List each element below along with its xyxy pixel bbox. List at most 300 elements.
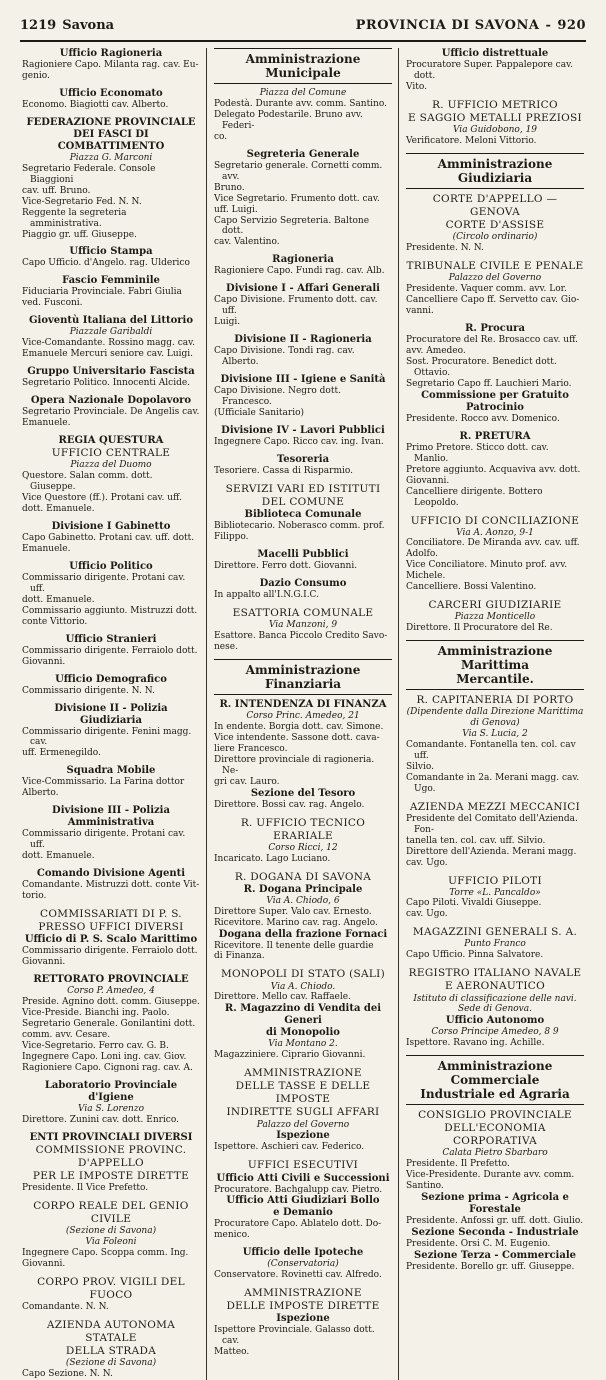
heading: Divisione IV - Lavori Pubblici xyxy=(221,425,385,437)
heading: Ufficio Politico xyxy=(69,560,153,572)
entry: Comandante. Fontanella ten. col. cav uff. xyxy=(406,739,576,761)
section-dazio xyxy=(214,578,392,601)
subheading: Sezione Seconda - Industriale xyxy=(411,1226,579,1238)
heading: AMMINISTRAZIONE xyxy=(244,1287,362,1300)
entry: Economo. Biagiotti cav. Alberto. xyxy=(22,99,169,110)
entry: Vice Conciliatore. Minuto prof. avv. xyxy=(406,560,568,571)
entry: Bibliotecario. Noberasco comm. prof. xyxy=(214,521,385,532)
entry: Ingegnere Capo. Loni ing. cav. Giov. xyxy=(22,1052,187,1063)
entry: Verificatore. Meloni Vittorio. xyxy=(406,135,537,146)
section-azienda-mezzi xyxy=(406,801,584,869)
entry: Matteo. xyxy=(214,1347,250,1358)
heading: R. UFFICIO TECNICO ERARIALE xyxy=(240,816,366,842)
subheading: (Sezione di Savona) xyxy=(65,1358,157,1369)
subheading: Palazzo del Governo xyxy=(448,273,542,284)
entry: Segretario Capo ff. Lauchieri Mario. xyxy=(406,378,572,389)
heading: Divisione II - Polizia Giudiziaria xyxy=(54,702,168,726)
section-guf xyxy=(22,366,200,389)
heading: RETTORATO PROVINCIALE xyxy=(33,974,189,986)
heading: Gioventù Italiana del Littorio xyxy=(28,315,194,327)
heading: Divisione III - Polizia Amministrativa xyxy=(52,805,170,829)
section-segreteria xyxy=(214,149,392,249)
heading: Comando Divisione Agenti xyxy=(36,868,186,880)
heading: ENTI PROVINCIALI DIVERSI xyxy=(29,1131,193,1143)
section-title-line: Amministrazione Marittima xyxy=(437,644,553,673)
entry: Ispettore Provinciale. Galasso dott. cav. xyxy=(214,1325,375,1347)
section-divisione-iv xyxy=(214,425,392,448)
heading: Ufficio Ragioneria xyxy=(59,48,163,59)
section-divisione-2 xyxy=(22,703,200,760)
entry: Luigi. xyxy=(214,317,241,328)
entry: Direttore. Ferro dott. Giovanni. xyxy=(214,561,358,572)
entry: Emanuele. xyxy=(22,418,71,429)
entry: liere Francesco. xyxy=(214,743,288,754)
section-servizi xyxy=(214,483,392,543)
heading: CORPO REALE DEL GENIO CIVILE xyxy=(33,1200,189,1226)
entry: Questore. Salan comm. dott. Giuseppe. xyxy=(22,470,153,492)
entry: Vice-Presidente. Durante avv. comm. xyxy=(406,1170,575,1180)
entry: Tesoriere. Cassa di Risparmio. xyxy=(214,466,353,477)
entry: Piaggio gr. uff. Giuseppe. xyxy=(22,229,137,240)
entry: Reggente la segreteria amministrativa. xyxy=(22,207,127,229)
entry: cav. Valentino. xyxy=(214,237,280,248)
section-ragioneria-comunale xyxy=(214,254,392,277)
heading: Segreteria Generale xyxy=(246,148,360,160)
entry: Commissario dirigente. Ferraiolo dott. xyxy=(22,946,198,957)
section-dopolavoro xyxy=(22,395,200,429)
section-municipale xyxy=(214,48,392,143)
running-head-right xyxy=(356,18,586,33)
entry: Filippo. xyxy=(214,532,249,543)
section-metrico xyxy=(406,99,584,147)
page-number: 1219 xyxy=(20,18,57,33)
entry: Vice-Segretario Fed. N. N. xyxy=(22,196,142,207)
entry: Direttore. Mello cav. Raffaele. xyxy=(214,992,351,1003)
subheading: di Monopolio xyxy=(266,1027,340,1039)
entry: uff. Ermenegildo. xyxy=(22,748,101,759)
section-procura xyxy=(406,323,584,425)
heading: SERVIZI VARI ED ISTITUTI xyxy=(225,483,381,496)
section-divisione-iii xyxy=(214,374,392,419)
section-politico xyxy=(22,561,200,628)
entry: torio. xyxy=(22,891,47,902)
entry: Adolfo. xyxy=(406,549,439,560)
entry: Capo Servizio Segreteria. Baltone dott. xyxy=(214,215,370,237)
heading: Divisione III - Igiene e Sanità xyxy=(220,374,386,386)
subheading: Calata Pietro Sbarbaro xyxy=(442,1148,548,1159)
section-vigili xyxy=(22,1276,200,1313)
section-title-line: Industriale ed Agraria xyxy=(420,1086,570,1101)
section-tribunale xyxy=(406,260,584,317)
section-finanziaria xyxy=(214,659,392,811)
subheading: Istituto di classificazione delle navi. xyxy=(413,993,577,1004)
section-erariale xyxy=(214,817,392,865)
entry: uff. Luigi. xyxy=(214,204,258,215)
subheading: Via Montano 2. xyxy=(268,1039,338,1050)
entry: Comandante. N. N. xyxy=(22,1302,109,1313)
section-rettorato xyxy=(22,974,200,1074)
subheading: Via Guidobono, 19 xyxy=(452,125,538,136)
header-right-page: 920 xyxy=(557,18,586,33)
heading: AZIENDA AUTONOMA STATALE xyxy=(46,1319,176,1345)
heading: Divisione I Gabinetto xyxy=(51,520,171,532)
entry: cav. uff. Bruno. xyxy=(22,185,91,196)
heading: FEDERAZIONE PROVINCIALE xyxy=(26,116,196,128)
entry: Presidente. Vaquer comm. avv. Lor. xyxy=(406,283,567,294)
section-piloti xyxy=(406,875,584,921)
entry: Presidente. Orsi C. M. Eugenio. xyxy=(406,1238,551,1249)
entry: Capo Divisione. Negro dott. Francesco. xyxy=(214,386,341,408)
section-title-line: Mercantile. xyxy=(456,672,534,687)
entry: Ricevitore. Il tenente delle guardie xyxy=(214,940,374,951)
columns xyxy=(20,48,586,1380)
section-registro-navale xyxy=(406,967,584,1049)
subheading: Palazzo del Governo xyxy=(256,1119,350,1130)
entry: Fiduciaria Provinciale. Fabri Giulia xyxy=(22,287,182,298)
heading: DEI FASCI DI COMBATTIMENTO xyxy=(57,128,165,152)
section-marittima xyxy=(406,640,584,794)
entry: Vice-Commissario. La Farina dottor xyxy=(22,777,185,788)
entry: dott. Emanuele. xyxy=(22,594,95,605)
subheading: Piazzale Garibaldi xyxy=(69,327,153,338)
subheading: UFFICIO CENTRALE xyxy=(51,447,171,460)
entry: Commissario dirigente. N. N. xyxy=(22,685,155,696)
entry: In endente. Borgia dott. cav. Simone. xyxy=(214,721,384,732)
subheading: Piazza del Duomo xyxy=(70,460,152,471)
subheading: Sezione prima - Agricola e Forestale xyxy=(421,1191,569,1215)
subheading: Torre «L. Pancaldo» xyxy=(449,887,541,898)
entry: Esattore. Banca Piccolo Credito Savo- xyxy=(214,631,388,642)
entry: (Ufficiale Sanitario) xyxy=(214,408,305,419)
entry: Commissario dirigente. Fenini magg. cav. xyxy=(22,726,192,748)
heading: UFFICIO DI CONCILIAZIONE xyxy=(410,514,580,527)
subheading: Biblioteca Comunale xyxy=(244,509,362,521)
heading: Ragioneria xyxy=(272,254,334,266)
subheading: Sezione Terza - Commerciale xyxy=(414,1249,576,1261)
heading: Ufficio Stranieri xyxy=(65,633,157,645)
entry: Capo Piloti. Vivaldi Giuseppe. xyxy=(406,898,542,909)
entry: Giovanni. xyxy=(22,957,66,968)
section-commissariati xyxy=(22,908,200,968)
subheading: Ufficio Atti Giudiziari Bollo xyxy=(226,1195,380,1207)
subheading: COMMISSIONE PROVINC. D'APPELLO xyxy=(35,1143,187,1169)
heading: R. CAPITANERIA DI PORTO xyxy=(416,694,574,707)
entry: cav. Ugo. xyxy=(406,909,448,920)
entry: Incaricato. Lago Luciano. xyxy=(214,853,331,864)
heading: Ufficio Economato xyxy=(59,87,163,99)
entry: Commissario dirigente. Protani cav. uff. xyxy=(22,572,186,594)
entry: Direttore. Zunini cav. dott. Enrico. xyxy=(22,1114,179,1125)
subheading: Corso Principe Amedeo, 8 9 xyxy=(431,1027,559,1038)
subheading: Dogana della frazione Fornaci xyxy=(218,928,388,940)
heading: CORTE D'APPELLO — GENOVA xyxy=(432,192,558,219)
section-strade xyxy=(22,1319,200,1380)
entry: Cancelliere dirigente. Bottero Leopoldo. xyxy=(406,486,543,508)
heading: UFFICI ESECUTIVI xyxy=(247,1159,359,1172)
section-imposte-dirette xyxy=(214,1287,392,1358)
column-2 xyxy=(212,48,394,1380)
entry: Direttore dell'Azienda. Merani magg. xyxy=(406,846,577,857)
entry: Ragioniere Capo. Milanta rag. cav. Eu- xyxy=(22,60,199,70)
subheading: Via Manzoni, 9 xyxy=(268,620,338,631)
subheading: Piazza Monticello xyxy=(454,612,536,623)
column-1 xyxy=(20,48,202,1380)
entry: Bruno. xyxy=(214,182,245,193)
subheading: Corso Ricci, 12 xyxy=(268,842,338,853)
section-title: Amministrazione Giudiziaria xyxy=(406,153,584,189)
section-title xyxy=(406,1055,584,1105)
section-magazzini xyxy=(406,926,584,961)
section-carceri xyxy=(406,599,584,634)
entry: Delegato Podestarile. Bruno avv. Federi- xyxy=(214,109,363,131)
heading: ESATTORIA COMUNALE xyxy=(232,607,374,620)
entry: Pretore aggiunto. Acquaviva avv. dott. xyxy=(406,464,581,475)
heading: REGISTRO ITALIANO NAVALE xyxy=(408,967,582,980)
heading: PRESSO UFFICI DIVERSI xyxy=(38,921,184,934)
entry: genio. xyxy=(22,70,50,81)
entry: Segretario Federale. Console Biaggioni xyxy=(22,163,156,185)
header-right-title: PROVINCIA DI SAVONA xyxy=(355,18,540,33)
subheading: R. Magazzino di Vendita dei Generi xyxy=(224,1003,382,1027)
entry: tanella ten. col. cav. uff. Silvio. xyxy=(406,835,546,846)
section-stranieri xyxy=(22,634,200,668)
section-dogana xyxy=(214,871,392,963)
entry: Magazziniere. Ciprario Giovanni. xyxy=(214,1050,366,1061)
section-ipoteche xyxy=(214,1247,392,1281)
entry: Vice Segretario. Frumento dott. cav. xyxy=(214,193,380,204)
section-divisione-3 xyxy=(22,805,200,862)
entry: Emanuele Mercuri seniore cav. Luigi. xyxy=(22,349,193,360)
subheading: Ufficio Autonomo xyxy=(445,1015,545,1027)
running-head xyxy=(20,18,586,40)
heading: AZIENDA MEZZI MECCANICI xyxy=(409,800,581,813)
subheading: Ufficio di P. S. Scalo Marittimo xyxy=(24,934,198,946)
subheading: Piazza del Comune xyxy=(259,88,347,98)
entry: Segretario Generale. Gonilantini dott. xyxy=(22,1019,196,1030)
entry: Capo Divisione. Tondi rag. cav. Alberto. xyxy=(214,346,355,368)
header-left-title: Savona xyxy=(62,18,115,33)
section-title: Amministrazione Municipale xyxy=(214,48,392,84)
entry: Giovanni. xyxy=(22,1258,66,1269)
entry: Ragioniere Capo. Fundi rag. cav. Alb. xyxy=(214,266,385,277)
entry: Vice-Segretario. Ferro cav. G. B. xyxy=(22,1041,169,1052)
entry: menico. xyxy=(214,1230,250,1241)
entry: cav. Ugo. xyxy=(406,857,448,868)
entry: Presidente. Rocco avv. Domenico. xyxy=(406,413,560,424)
heading: DELLE IMPOSTE DIRETTE xyxy=(226,1300,380,1313)
entry: Direttore. Il Procuratore del Re. xyxy=(406,623,553,634)
heading: E SAGGIO METALLI PREZIOSI xyxy=(407,112,583,125)
entry: Capo Ufficio. Pinna Salvatore. xyxy=(406,950,544,961)
heading: Macelli Pubblici xyxy=(257,549,349,561)
heading: COMMISSARIATI DI P. S. xyxy=(40,908,182,921)
section-squadra-mobile xyxy=(22,765,200,799)
entry: Preside. Agnino dott. comm. Giuseppe. xyxy=(22,997,200,1008)
entry: Alberto. xyxy=(22,788,59,799)
entry: nese. xyxy=(214,642,238,653)
heading: Opera Nazionale Dopolavoro xyxy=(30,395,192,407)
entry: Vice Questore (ff.). Protani cav. uff. xyxy=(22,492,182,503)
entry: Vice-Preside. Bianchi ing. Paolo. xyxy=(22,1008,170,1019)
heading: REGIA QUESTURA xyxy=(58,435,164,447)
subheading: (Dipendente dalla Direzione Marittima xyxy=(406,707,584,718)
heading: R. UFFICIO METRICO xyxy=(432,98,558,111)
section-tasse xyxy=(214,1067,392,1153)
entry: Comandante in 2a. Merani magg. cav. Ugo. xyxy=(406,772,580,794)
entry: co. xyxy=(214,131,228,142)
entry: Ingegnere Capo. Scoppa comm. Ing. xyxy=(22,1247,189,1258)
entry: Capo Gabinetto. Protani cav. uff. dott. xyxy=(22,532,195,543)
section-esecutivi xyxy=(214,1159,392,1241)
entry: Commissario aggiunto. Mistruzzi dott. xyxy=(22,605,198,616)
entry: vanni. xyxy=(406,305,434,316)
entry: Sost. Procuratore. Benedict dott. Ottavio. xyxy=(406,356,557,378)
entry: Segretario Politico. Innocenti Alcide. xyxy=(22,378,191,389)
column-3 xyxy=(404,48,586,1380)
section-divisione-1 xyxy=(22,521,200,555)
heading: Ufficio delle Ipoteche xyxy=(242,1247,364,1259)
entry: Presidente. Il Prefetto. xyxy=(406,1159,510,1170)
subheading: Punto Franco xyxy=(464,939,526,950)
heading: Dazio Consumo xyxy=(259,578,347,590)
heading: R. DOGANA DI SAVONA xyxy=(234,870,372,883)
subheading: (Circolo ordinario) xyxy=(452,232,538,243)
section-economato xyxy=(22,88,200,111)
subheading: Ispezione xyxy=(276,1130,330,1142)
heading: CONSIGLIO PROVINCIALE xyxy=(418,1108,572,1121)
entry: Segretario Provinciale. De Angelis cav. xyxy=(22,407,200,418)
entry: Vice-Comandante. Rossino magg. cav. xyxy=(22,338,196,349)
entry: Podestà. Durante avv. comm. Santino. xyxy=(214,98,387,109)
header-separator: - xyxy=(545,18,552,33)
subheading: Via S. Lorenzo xyxy=(78,1103,144,1114)
entry: In appalto all'I.N.G.I.C. xyxy=(214,590,319,601)
section-fascio-femminile xyxy=(22,275,200,309)
entry: Comandante. Mistruzzi dott. conte Vit- xyxy=(22,880,200,891)
entry: gri cav. Lauro. xyxy=(214,776,280,787)
entry: Procuratore del Re. Brosacco cav. uff. xyxy=(406,334,579,345)
subheading: Corso P. Amedeo, 4 xyxy=(67,986,155,997)
entry: Conciliatore. De Miranda avv. cav. uff. xyxy=(406,538,580,549)
section-divisione-ii xyxy=(214,334,392,368)
section-comando xyxy=(22,868,200,902)
entry: Ingegnere Capo. Ricco cav. ing. Ivan. xyxy=(214,437,384,448)
entry: di Finanza. xyxy=(214,951,265,962)
entry: Commissario dirigente. Ferraiolo dott. xyxy=(22,645,198,656)
heading: Squadra Mobile xyxy=(66,765,156,777)
entry: Procuratore Capo. Ablatelo dott. Do- xyxy=(214,1219,382,1230)
heading: MAGAZZINI GENERALI S. A. xyxy=(412,926,578,939)
subheading: PER LE IMPOSTE DIRETTE xyxy=(32,1169,190,1182)
entry: Ricevitore. Marino cav. rag. Angelo. xyxy=(214,917,378,928)
section-monopoli xyxy=(214,968,392,1061)
heading: DELL'ECONOMIA CORPORATIVA xyxy=(444,1121,546,1148)
heading: INDIRETTE SUGLI AFFARI xyxy=(226,1106,380,1119)
entry: Giovanni. xyxy=(22,656,66,667)
subheading: Via Foleoni xyxy=(85,1237,137,1248)
entry: Primo Pretore. Sticco dott. cav. Manlio. xyxy=(406,442,549,464)
subheading: R. Dogana Principale xyxy=(243,883,363,895)
entry: Ragioniere Capo. Cignoni rag. cav. A. xyxy=(22,1063,193,1073)
entry: Direttore provinciale di ragioneria. Ne- xyxy=(214,754,375,776)
heading: Ufficio Demografico xyxy=(55,673,167,685)
entry: Presidente del Comitato dell'Azienda. Fon- xyxy=(406,813,578,835)
section-stampa xyxy=(22,246,200,269)
heading: R. Procura xyxy=(465,322,525,334)
header-rule xyxy=(20,40,586,42)
section-title-line: Amministrazione Commerciale xyxy=(437,1058,553,1087)
subheading: Piazza G. Marconi xyxy=(69,152,153,163)
subheading: Ispezione xyxy=(276,1313,330,1325)
heading: AMMINISTRAZIONE xyxy=(244,1067,362,1080)
section-title: Amministrazione Finanziaria xyxy=(214,659,392,695)
entry: Direttore. Bossi cav. rag. Angelo. xyxy=(214,799,365,810)
section-esattoria xyxy=(214,607,392,653)
heading: Laboratorio Provinciale d'Igiene xyxy=(44,1079,178,1103)
entry: Vice intendente. Sassone dott. cava- xyxy=(214,732,380,743)
entry: avv. Amedeo. xyxy=(406,345,466,356)
subheading: Via A. Chiodo, 6 xyxy=(266,895,340,906)
heading: R. PRETURA xyxy=(459,430,531,442)
subheading: Corso Princ. Amedeo, 21 xyxy=(246,711,360,722)
section-divisione-i xyxy=(214,283,392,328)
section-macelli xyxy=(214,549,392,572)
entry: conte Vittorio. xyxy=(22,616,88,627)
section-igiene xyxy=(22,1080,200,1126)
subheading: di Genova) xyxy=(470,718,520,729)
subheading: Ufficio Atti Civili e Successioni xyxy=(216,1172,390,1184)
running-head-left xyxy=(20,18,114,33)
entry: Ispettore. Ravano ing. Achille. xyxy=(406,1037,545,1048)
entry: comm. avv. Cesare. xyxy=(22,1030,111,1041)
heading: R. INTENDENZA DI FINANZA xyxy=(219,699,387,711)
subheading: e Demanio xyxy=(273,1207,333,1219)
heading: DELLE TASSE E DELLE IMPOSTE xyxy=(235,1080,371,1106)
entry: Santino. xyxy=(406,1180,444,1191)
entry: ved. Fusconi. xyxy=(22,298,83,309)
entry: Presidente. Anfossi gr. uff. dott. Giulio. xyxy=(406,1215,584,1226)
entry: Commissario dirigente. Protani cav. uff. xyxy=(22,829,186,851)
entry: Giovanni. xyxy=(406,475,450,486)
entry: Cancelliere Capo ff. Servetto cav. Gio- xyxy=(406,294,580,305)
subheading: Via A. Aonzo, 9-1 xyxy=(456,527,534,538)
section-questura xyxy=(22,435,200,515)
entry: Emanuele. xyxy=(22,543,71,554)
heading: CARCERI GIUDIZIARIE xyxy=(428,599,562,612)
entry: Conservatore. Rovinetti cav. Alfredo. xyxy=(214,1270,382,1281)
subheading: (Conservatoria) xyxy=(267,1259,339,1270)
entry: Presidente. Il Vice Prefetto. xyxy=(22,1183,149,1194)
entry: Cancelliere. Bossi Valentino. xyxy=(406,582,537,593)
entry: Michele. xyxy=(406,571,446,582)
entry: dott. Emanuele. xyxy=(22,503,95,514)
heading: CORPO PROV. VIGILI DEL FUOCO xyxy=(37,1275,185,1301)
subheading: Commissione per Gratuito Patrocinio xyxy=(421,389,569,413)
heading: DELLA STRADA xyxy=(65,1345,157,1358)
heading: CORTE D'ASSISE xyxy=(445,219,545,232)
heading: Ufficio distrettuale xyxy=(441,48,549,59)
heading: TRIBUNALE CIVILE E PENALE xyxy=(406,260,584,273)
heading: Divisione I - Affari Generali xyxy=(226,283,380,295)
heading: MONOPOLI DI STATO (SALI) xyxy=(220,968,386,981)
subheading: (Sezione di Savona) xyxy=(65,1226,157,1237)
heading: Divisione II - Ragioneria xyxy=(234,334,372,346)
heading: Sezione del Tesoro xyxy=(250,787,356,799)
section-ragioneria xyxy=(22,48,200,82)
heading: Ufficio Stampa xyxy=(69,246,153,258)
section-enti xyxy=(22,1132,200,1194)
section-gioventu xyxy=(22,315,200,360)
